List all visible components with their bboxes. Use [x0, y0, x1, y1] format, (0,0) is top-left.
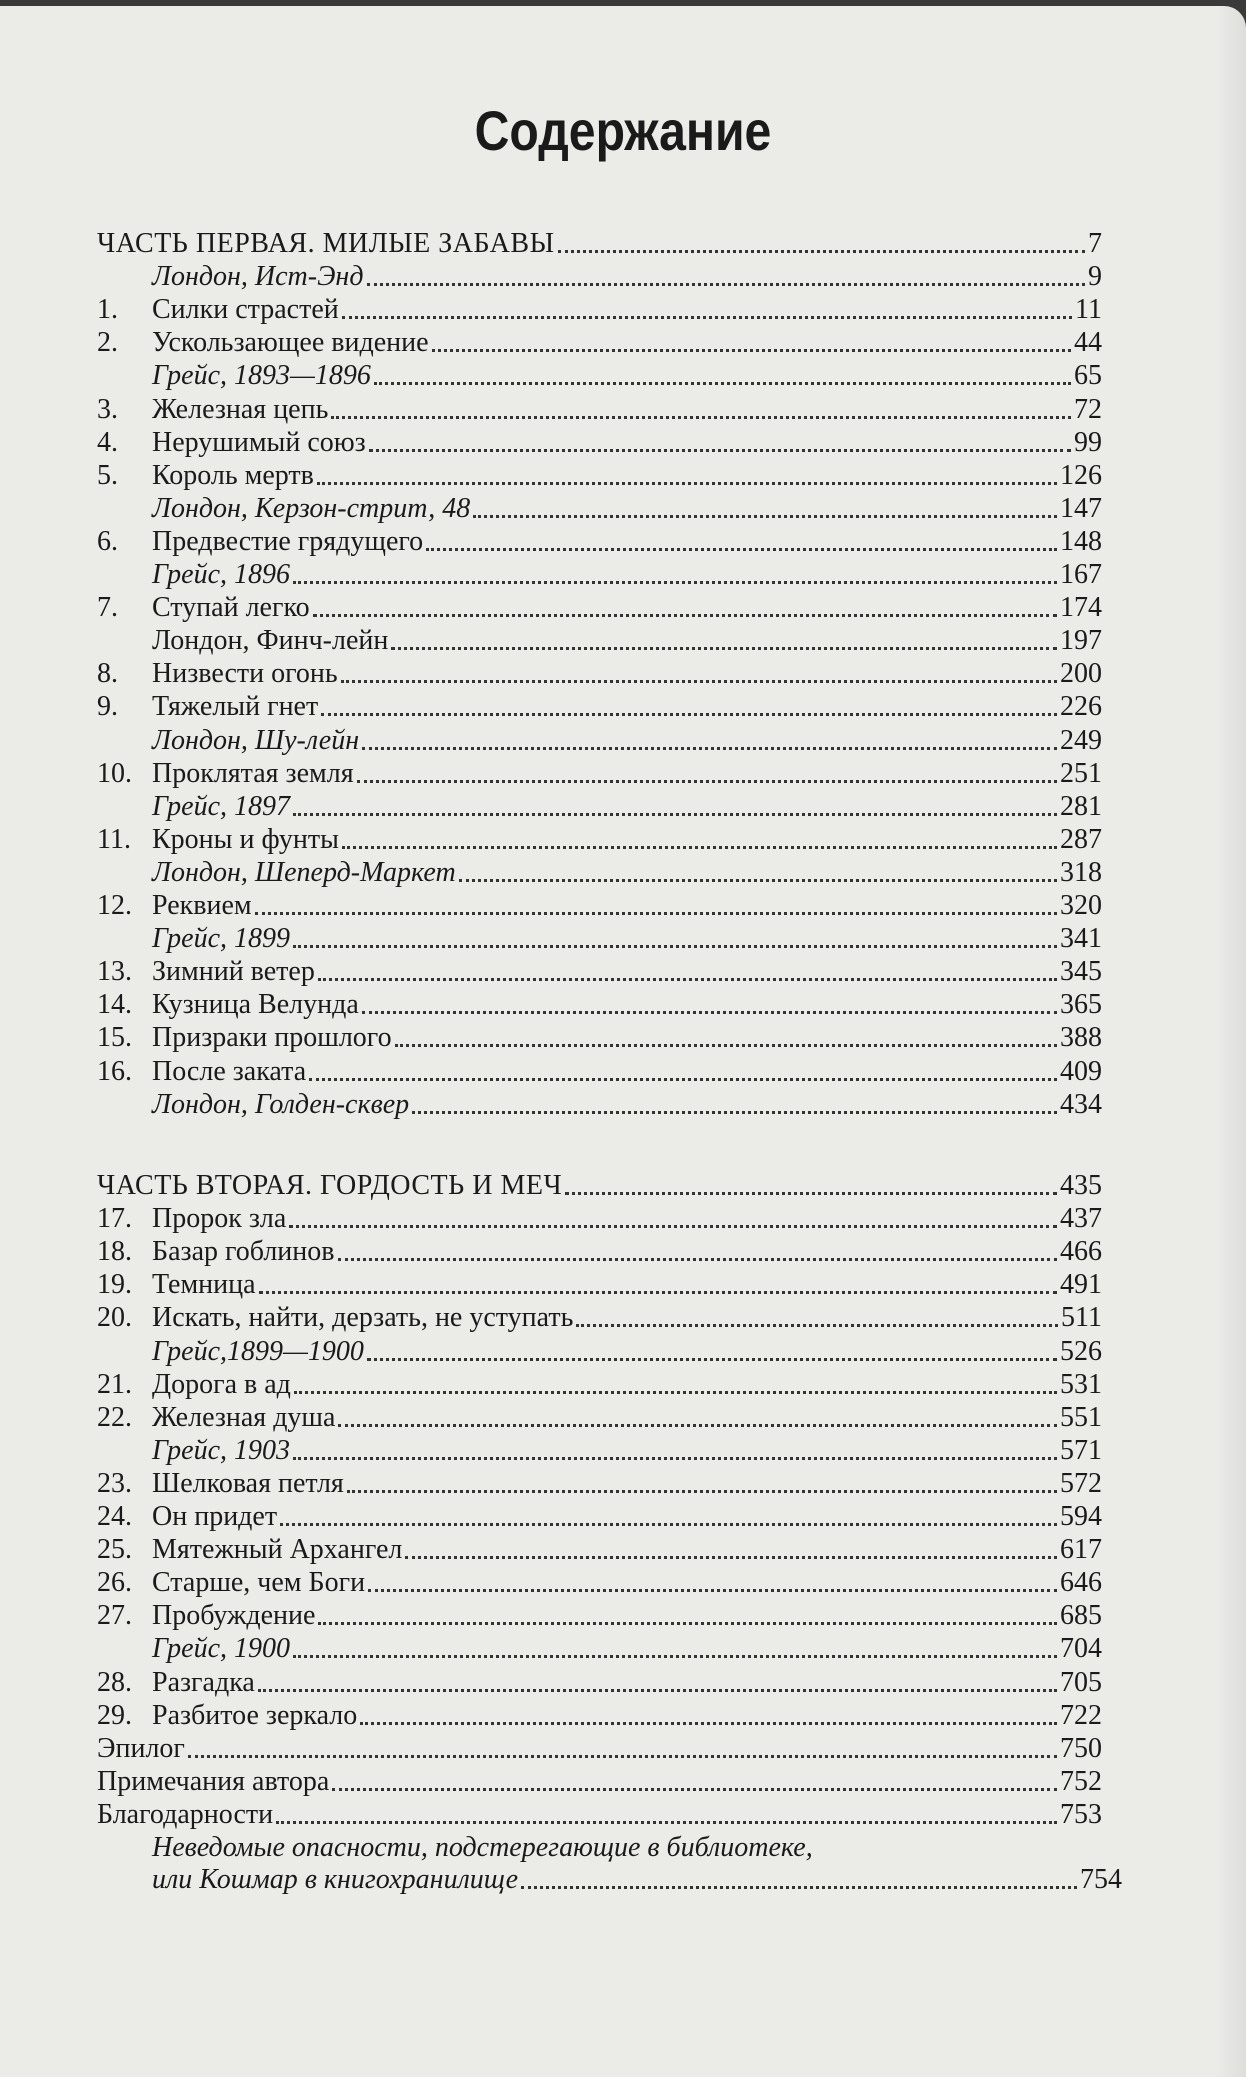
page-number: 491	[1060, 1269, 1102, 1301]
toc-entry	[97, 1022, 1102, 1054]
toc-entry	[97, 1435, 1102, 1467]
page-number: 72	[1074, 393, 1102, 425]
entry-title: Пророк зла	[152, 1203, 287, 1235]
entry-title: Дорога в ад	[152, 1368, 291, 1400]
page-number: 318	[1060, 856, 1102, 888]
chapter-number: 24.	[97, 1501, 132, 1532]
page-number: 251	[1060, 757, 1102, 789]
entry-title: Лондон, Керзон-стрит, 48	[152, 492, 471, 524]
entry-title: Король мертв	[152, 459, 314, 491]
toc-entry	[97, 1089, 1102, 1121]
page-number: 281	[1060, 790, 1102, 822]
part-heading	[97, 228, 1102, 260]
entry-title: После заката	[152, 1055, 307, 1087]
dot-leader	[426, 548, 1057, 551]
dot-leader	[367, 1358, 1057, 1361]
toc-entry-appendix	[152, 1832, 1122, 1896]
toc-entry	[97, 1534, 1102, 1566]
chapter-number: 8.	[97, 658, 118, 690]
page-number: 388	[1060, 1022, 1102, 1054]
entry-title: Благодарности	[97, 1798, 274, 1830]
page-number: 511	[1061, 1302, 1102, 1334]
chapter-number: 9.	[97, 691, 118, 723]
chapter-number: 28.	[97, 1666, 132, 1698]
page-number: 754	[1080, 1864, 1122, 1895]
page-number: 197	[1060, 625, 1102, 657]
toc-entry	[97, 691, 1102, 723]
dot-leader	[342, 846, 1057, 849]
dot-leader	[293, 945, 1057, 948]
page-number: 750	[1060, 1732, 1102, 1764]
page-number: 551	[1060, 1401, 1102, 1433]
page-number: 147	[1060, 492, 1102, 524]
chapter-number: 15.	[97, 1022, 132, 1054]
dot-leader	[405, 1556, 1057, 1559]
toc-entry	[97, 1056, 1102, 1088]
toc-entry	[97, 493, 1102, 525]
dot-leader	[313, 614, 1057, 617]
dot-leader	[432, 349, 1071, 352]
entry-title: Проклятая земля	[152, 757, 354, 789]
dot-leader	[565, 1192, 1057, 1195]
chapter-number: 7.	[97, 592, 118, 624]
chapter-number: 27.	[97, 1600, 132, 1632]
chapter-number: 13.	[97, 956, 132, 988]
chapter-number: 19.	[97, 1269, 132, 1301]
page-number: 226	[1060, 691, 1102, 723]
entry-title: Базар гоблинов	[152, 1236, 335, 1268]
dot-leader	[276, 1821, 1057, 1824]
toc-entry	[97, 824, 1102, 856]
toc-entry	[97, 460, 1102, 492]
entry-title: Лондон, Финч-лейн	[152, 625, 389, 657]
toc-entry	[97, 1302, 1102, 1334]
toc-entry	[97, 294, 1102, 326]
dot-leader	[362, 747, 1057, 750]
dot-leader	[293, 813, 1057, 816]
page-number: 437	[1060, 1203, 1102, 1235]
dot-leader	[412, 1111, 1057, 1114]
entry-title: Лондон, Ист-Энд	[152, 261, 364, 293]
toc-entry	[97, 360, 1102, 392]
entry-title: ЧАСТЬ ВТОРАЯ. ГОРДОСТЬ И МЕЧ	[97, 1170, 563, 1201]
page-number: 174	[1060, 592, 1102, 624]
chapter-number: 11.	[97, 823, 131, 855]
entry-title: Шелковая петля	[152, 1467, 344, 1499]
page-number: 572	[1060, 1467, 1102, 1499]
dot-leader	[259, 1291, 1057, 1294]
toc-entry	[97, 1766, 1102, 1798]
dot-leader	[362, 1011, 1057, 1014]
page-number: 7	[1088, 228, 1102, 259]
chapter-number: 16.	[97, 1055, 132, 1087]
dot-leader	[357, 780, 1057, 783]
dot-leader	[258, 1689, 1057, 1692]
toc-entry	[97, 725, 1102, 757]
page-number: 594	[1060, 1501, 1102, 1532]
chapter-number: 4.	[97, 426, 118, 458]
page-number: 341	[1060, 923, 1102, 955]
chapter-number: 2.	[97, 327, 118, 359]
chapter-number: 21.	[97, 1368, 132, 1400]
entry-title: Старше, чем Боги	[152, 1567, 366, 1599]
entry-title-line1: Неведомые опасности, подстерегающие в библиотеке,	[152, 1832, 813, 1863]
chapter-number: 29.	[97, 1699, 132, 1731]
entry-title: Зимний ветер	[152, 956, 315, 988]
entry-title: Искать, найти, дерзать, не уступать	[152, 1302, 574, 1334]
page-number: 753	[1060, 1798, 1102, 1830]
chapter-number: 26.	[97, 1567, 132, 1599]
entry-title: Силки страстей	[152, 294, 339, 326]
page-number: 409	[1060, 1055, 1102, 1087]
entry-title: Железная цепь	[152, 393, 329, 425]
page-number: 722	[1060, 1699, 1102, 1731]
dot-leader	[309, 1078, 1057, 1081]
page-number: 434	[1060, 1088, 1102, 1120]
chapter-number: 23.	[97, 1467, 132, 1499]
entry-title: ЧАСТЬ ПЕРВАЯ. МИЛЫЕ ЗАБАВЫ	[97, 228, 555, 259]
page-number: 11	[1075, 294, 1102, 326]
page-title: Содержание	[474, 99, 772, 162]
chapter-number: 3.	[97, 393, 118, 425]
chapter-number: 17.	[97, 1203, 132, 1235]
chapter-number: 12.	[97, 890, 132, 921]
page-number: 9	[1088, 261, 1102, 293]
chapter-number: 14.	[97, 989, 132, 1021]
chapter-number: 10.	[97, 757, 132, 789]
toc-entry	[97, 890, 1102, 922]
toc-entry	[97, 1667, 1102, 1699]
page-number: 704	[1060, 1633, 1102, 1665]
dot-leader	[293, 1655, 1057, 1658]
toc-entry	[97, 857, 1102, 889]
entry-title: Грейс, 1900	[152, 1633, 291, 1665]
toc-entry	[97, 427, 1102, 459]
entry-title: или Кошмар в книгохранилище	[152, 1864, 519, 1895]
page-edge-shadow	[1216, 6, 1246, 2077]
toc-entry	[97, 625, 1102, 657]
dot-leader	[331, 416, 1071, 419]
toc-entry	[97, 1269, 1102, 1301]
dot-leader	[374, 382, 1071, 385]
dot-leader	[367, 283, 1086, 286]
page-number: 571	[1060, 1434, 1102, 1466]
page-number: 345	[1060, 956, 1102, 988]
entry-title: Реквием	[152, 890, 252, 921]
page-number: 44	[1074, 327, 1102, 359]
dot-leader	[289, 1225, 1057, 1228]
page-number: 466	[1060, 1236, 1102, 1268]
toc-entry	[97, 658, 1102, 690]
dot-leader	[558, 250, 1086, 253]
toc-entry	[97, 1567, 1102, 1599]
toc-entry	[97, 1468, 1102, 1500]
toc-entry	[97, 758, 1102, 790]
toc-entry	[97, 394, 1102, 426]
entry-title: Железная душа	[152, 1401, 336, 1433]
page-number: 65	[1074, 360, 1102, 392]
page-number: 365	[1060, 989, 1102, 1021]
entry-title: Лондон, Голден-сквер	[152, 1088, 410, 1120]
entry-title: Кроны и фунты	[152, 823, 339, 855]
dot-leader	[318, 978, 1057, 981]
chapter-number: 18.	[97, 1236, 132, 1268]
page-number: 435	[1060, 1170, 1102, 1201]
chapter-number: 22.	[97, 1401, 132, 1433]
dot-leader	[342, 316, 1072, 319]
toc-entry	[97, 592, 1102, 624]
toc-entry	[97, 1633, 1102, 1665]
entry-title: Грейс, 1896	[152, 559, 291, 590]
dot-leader	[293, 1457, 1057, 1460]
entry-title: Примечания автора	[97, 1765, 330, 1797]
entry-title: Лондон, Шеперд-Маркет	[152, 856, 456, 888]
page-number: 287	[1060, 823, 1102, 855]
dot-leader	[338, 1258, 1058, 1261]
entry-title: Грейс, 1899	[152, 923, 291, 955]
page-number: 148	[1060, 525, 1102, 557]
chapter-number: 6.	[97, 525, 118, 557]
toc-entry	[97, 923, 1102, 955]
entry-title: Ускользающее видение	[152, 327, 429, 359]
toc-entry	[97, 1600, 1102, 1632]
dot-leader	[280, 1523, 1057, 1526]
entry-title: Разгадка	[152, 1666, 255, 1698]
dot-leader	[521, 1886, 1077, 1889]
entry-title: Ступай легко	[152, 592, 310, 624]
page-number: 685	[1060, 1600, 1102, 1632]
toc-entry	[97, 791, 1102, 823]
page-number: 249	[1060, 724, 1102, 756]
part-heading	[97, 1170, 1102, 1202]
dot-leader	[321, 713, 1057, 716]
dot-leader	[473, 515, 1057, 518]
entry-title: Эпилог	[97, 1732, 185, 1764]
toc-entry	[97, 1799, 1102, 1831]
entry-title: Призраки прошлого	[152, 1022, 392, 1054]
entry-title: Нерушимый союз	[152, 426, 366, 458]
toc-entry	[97, 559, 1102, 591]
toc-entry	[97, 956, 1102, 988]
dot-leader	[360, 1722, 1057, 1725]
chapter-number: 1.	[97, 294, 118, 326]
entry-title: Кузница Велунда	[152, 989, 359, 1021]
entry-title: Грейс, 1897	[152, 790, 291, 822]
dot-leader	[318, 1622, 1057, 1625]
entry-title: Пробуждение	[152, 1600, 316, 1632]
dot-leader	[347, 1490, 1057, 1493]
toc-entry	[97, 1236, 1102, 1268]
page-number: 167	[1060, 559, 1102, 590]
dot-leader	[294, 1391, 1057, 1394]
toc-entry	[97, 327, 1102, 359]
entry-title: Он придет	[152, 1501, 278, 1532]
entry-title: Грейс, 1893—1896	[152, 360, 371, 392]
page-number: 320	[1060, 890, 1102, 921]
entry-title: Грейс, 1903	[152, 1434, 291, 1466]
toc-entry	[97, 1402, 1102, 1434]
toc-entry	[97, 1203, 1102, 1235]
dot-leader	[341, 680, 1057, 683]
entry-title: Низвести огонь	[152, 658, 338, 690]
dot-leader	[576, 1324, 1058, 1327]
entry-title: Грейс,1899—1900	[152, 1335, 364, 1367]
toc-entry	[97, 1369, 1102, 1401]
dot-leader	[188, 1755, 1057, 1758]
entry-title: Темница	[152, 1269, 256, 1301]
dot-leader	[368, 1589, 1057, 1592]
entry-title: Разбитое зеркало	[152, 1699, 358, 1731]
dot-leader	[459, 879, 1057, 882]
toc-entry	[97, 261, 1102, 293]
toc-entry	[97, 1501, 1102, 1533]
dot-leader	[332, 1788, 1057, 1791]
page-number: 705	[1060, 1666, 1102, 1698]
dot-leader	[391, 647, 1057, 650]
toc-entry	[97, 1733, 1102, 1765]
page-number: 646	[1060, 1567, 1102, 1599]
entry-title: Лондон, Шу-лейн	[152, 724, 360, 756]
page-number: 200	[1060, 658, 1102, 690]
dot-leader	[293, 581, 1057, 584]
chapter-number: 20.	[97, 1302, 132, 1334]
page-number: 531	[1060, 1368, 1102, 1400]
toc-entry	[97, 1336, 1102, 1368]
page-number: 752	[1060, 1765, 1102, 1797]
dot-leader	[255, 912, 1057, 915]
page-number: 526	[1060, 1335, 1102, 1367]
dot-leader	[338, 1424, 1057, 1427]
toc-entry	[97, 526, 1102, 558]
entry-title-line2	[152, 1864, 1122, 1896]
entry-title: Тяжелый гнет	[152, 691, 319, 723]
entry-title: Предвестие грядущего	[152, 525, 424, 557]
page-number: 99	[1074, 426, 1102, 458]
entry-title: Мятежный Архангел	[152, 1534, 403, 1566]
dot-leader	[369, 449, 1071, 452]
chapter-number: 5.	[97, 459, 118, 491]
chapter-number: 25.	[97, 1534, 132, 1566]
toc-entry	[97, 1700, 1102, 1732]
page-number: 126	[1060, 459, 1102, 491]
dot-leader	[317, 482, 1057, 485]
dot-leader	[395, 1044, 1057, 1047]
page-number: 617	[1060, 1534, 1102, 1566]
toc-entry	[97, 989, 1102, 1021]
